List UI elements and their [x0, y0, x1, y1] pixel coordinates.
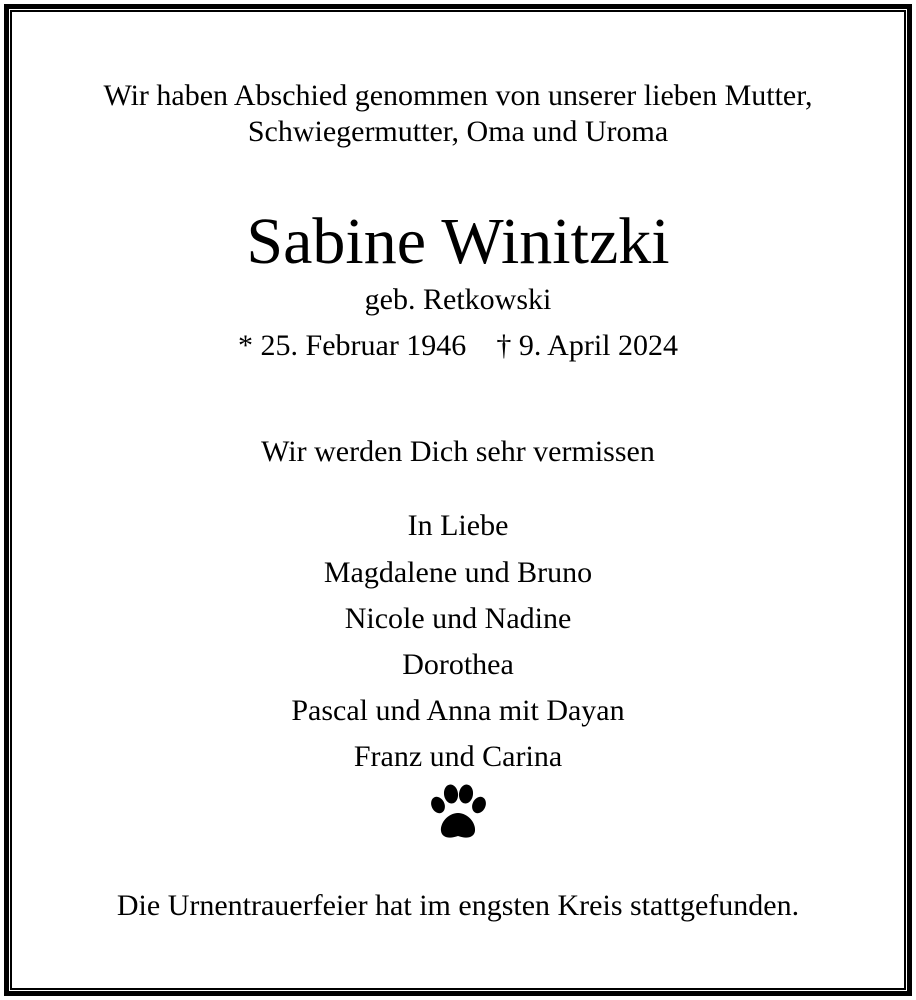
deceased-name: Sabine Winitzki — [246, 205, 670, 278]
signature-line: Dorothea — [402, 648, 514, 681]
life-dates — [0, 328, 916, 364]
motto: Wir werden Dich sehr vermissen — [261, 435, 655, 468]
footer-note: Die Urnentrauerfeier hat im engsten Kreis stattgefunden. — [116, 889, 800, 922]
signature-line: Nicole und Nadine — [344, 602, 572, 635]
signature-line: Franz und Carina — [353, 740, 563, 773]
inner-border — [10, 10, 906, 990]
maiden-name: geb. Retkowski — [364, 283, 552, 316]
intro-line-2: Schwiegermutter, Oma und Uroma — [247, 115, 669, 148]
birth-date: * 25. Februar 1946 — [238, 329, 467, 362]
death-date: † 9. April 2024 — [496, 329, 678, 362]
signature-line: Pascal und Anna mit Dayan — [291, 694, 625, 727]
signature-line: In Liebe — [407, 509, 509, 542]
signature-line: Magdalene und Bruno — [323, 556, 593, 589]
paw-print-icon — [426, 783, 490, 843]
intro-line-1: Wir haben Abschied genommen von unserer lieben Mutter, — [103, 79, 813, 112]
